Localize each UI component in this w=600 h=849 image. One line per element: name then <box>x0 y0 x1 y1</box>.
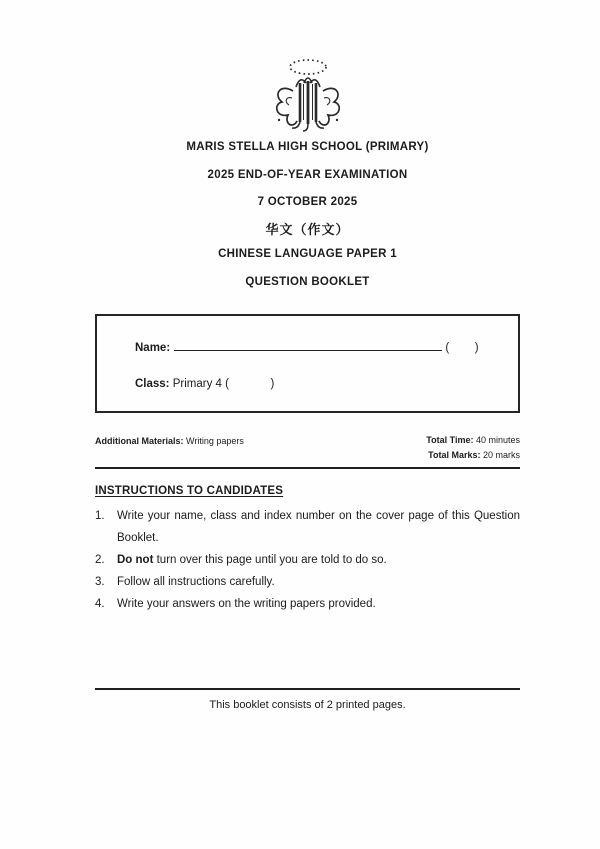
item-text <box>117 549 520 571</box>
paper-title: CHINESE LANGUAGE PAPER 1 <box>218 248 397 260</box>
item-text: Write your name, class and index number on the cover page of this Question Booklet. <box>117 510 520 544</box>
item-number: 1. <box>95 510 105 522</box>
total-marks <box>426 448 520 463</box>
exam-date: 7 OCTOBER 2025 <box>257 196 358 208</box>
subject-chinese: 华文（作文） <box>265 222 350 237</box>
total-marks-label: Total Marks: <box>428 450 481 460</box>
item-text: Follow all instructions carefully. <box>117 576 275 588</box>
index-number-parens: ( ) <box>445 342 479 354</box>
class-value: Primary 4 ( ) <box>172 378 275 390</box>
additional-materials-value: Writing papers <box>186 436 244 446</box>
name-blank-line <box>174 349 442 351</box>
class-row <box>135 378 274 390</box>
additional-materials <box>95 436 244 446</box>
divider-bottom <box>95 688 520 690</box>
item-number: 4. <box>95 598 105 610</box>
name-label: Name: <box>135 342 171 354</box>
item-text-bold: Do not <box>117 554 154 566</box>
instruction-item-1 <box>95 505 520 549</box>
total-marks-value: 20 marks <box>482 450 520 460</box>
item-number: 2. <box>95 554 105 566</box>
name-row <box>135 342 479 354</box>
instructions-heading: INSTRUCTIONS TO CANDIDATES <box>95 485 284 497</box>
divider-top <box>95 467 520 469</box>
instruction-item-3 <box>95 571 520 593</box>
total-time-value: 40 minutes <box>475 435 520 445</box>
total-time <box>426 433 520 448</box>
instruction-item-4 <box>95 593 520 615</box>
instruction-item-2 <box>95 549 520 571</box>
item-number: 3. <box>95 576 105 588</box>
item-text-rest: turn over this page until you are told to do so. <box>153 554 387 566</box>
exam-title: 2025 END-OF-YEAR EXAMINATION <box>207 169 408 181</box>
candidate-details-box <box>95 314 520 413</box>
totals <box>426 433 520 463</box>
total-time-label: Total Time: <box>426 435 474 445</box>
page-count-note: This booklet consists of 2 printed pages. <box>209 699 406 711</box>
instructions-list <box>95 505 520 615</box>
additional-materials-label: Additional Materials: <box>95 436 184 446</box>
school-name: MARIS STELLA HIGH SCHOOL (PRIMARY) <box>186 141 429 153</box>
item-text: Write your answers on the writing papers provided. <box>117 598 376 610</box>
class-label: Class: <box>135 378 170 390</box>
school-crest-icon <box>265 56 350 134</box>
booklet-title: QUESTION BOOKLET <box>245 276 370 288</box>
